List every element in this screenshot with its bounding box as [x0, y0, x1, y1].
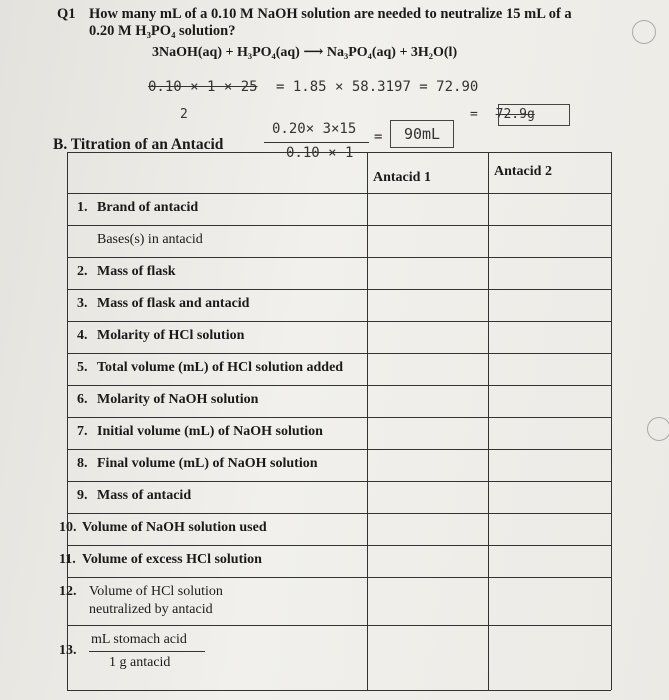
question-number: Q1	[57, 6, 76, 22]
row-number: 10.	[59, 520, 77, 535]
row-number: 7.	[77, 424, 88, 439]
row-number: 12.	[59, 584, 77, 599]
cell-antacid-2[interactable]	[489, 514, 610, 544]
row-label-line2: neutralized by antacid	[89, 602, 213, 617]
row-label: Mass of flask and antacid	[97, 296, 250, 311]
row-number: 13.	[59, 643, 77, 658]
boxed-strike-text: 72.9g	[495, 107, 535, 122]
row-label: mL stomach acid	[91, 632, 187, 647]
row-label: Mass of flask	[97, 264, 176, 279]
row-label: Volume of HCl solution	[89, 584, 223, 599]
cell-antacid-1[interactable]	[368, 354, 487, 384]
cell-antacid-1[interactable]	[368, 386, 487, 416]
cell-antacid-2[interactable]	[489, 258, 610, 288]
row-label: Initial volume (mL) of NaOH solution	[97, 424, 323, 439]
row-label: Volume of excess HCl solution	[82, 552, 262, 567]
header-antacid-2: Antacid 2	[494, 164, 552, 179]
cell-antacid-1[interactable]	[368, 546, 487, 576]
table-border-right	[611, 152, 612, 690]
row-label: Volume of NaOH solution used	[82, 520, 267, 535]
scan-mark-icon	[647, 417, 669, 441]
cell-antacid-2[interactable]	[489, 546, 610, 576]
cell-antacid-2[interactable]	[489, 418, 610, 448]
scan-mark-icon	[632, 20, 656, 44]
handwritten-box	[495, 104, 570, 126]
cell-antacid-2[interactable]	[489, 626, 610, 689]
cell-antacid-2[interactable]	[489, 194, 610, 224]
row-label: Bases(s) in antacid	[97, 232, 203, 247]
question-text-line2: 0.20 M H₃PO₄ solution?	[89, 23, 236, 39]
row-label: Molarity of NaOH solution	[97, 392, 259, 407]
fraction-numerator: 0.20× 3×15	[272, 121, 357, 137]
fraction-denominator: 0.10 × 1	[286, 145, 354, 161]
row-number: 1.	[77, 200, 88, 215]
cell-antacid-1[interactable]	[368, 258, 487, 288]
row-label-line2: 1 g antacid	[109, 655, 171, 670]
row-number: 8.	[77, 456, 88, 471]
table-border-left	[67, 152, 68, 690]
cell-antacid-2[interactable]	[489, 450, 610, 480]
row-number: 9.	[77, 488, 88, 503]
struck-work: 0.10 × 1 × 25	[148, 79, 258, 95]
equals-sign: =	[374, 129, 383, 145]
cell-antacid-1[interactable]	[368, 578, 487, 624]
row-number: 3.	[77, 296, 88, 311]
row-label: Molarity of HCl solution	[97, 328, 245, 343]
cell-antacid-2[interactable]	[489, 578, 610, 624]
cell-antacid-2[interactable]	[489, 354, 610, 384]
row-label: Brand of antacid	[97, 200, 199, 215]
handwritten-denominator: 2	[180, 107, 188, 122]
boxed-answer: 90mL	[390, 120, 454, 148]
cell-antacid-1[interactable]	[368, 322, 487, 352]
table-row-rule	[67, 152, 611, 153]
cell-antacid-1[interactable]	[368, 418, 487, 448]
row-number: 11.	[59, 552, 76, 567]
cell-antacid-1[interactable]	[368, 194, 487, 224]
question-text-line1: How many mL of a 0.10 M NaOH solution are needed to neutralize 15 mL of a	[89, 6, 572, 22]
row-number: 6.	[77, 392, 88, 407]
fraction-bar	[264, 142, 369, 143]
cell-antacid-1[interactable]	[368, 290, 487, 320]
row-number: 5.	[77, 360, 88, 375]
row-label: Total volume (mL) of HCl solution added	[97, 360, 344, 375]
fraction-bar	[89, 651, 205, 652]
cell-antacid-2[interactable]	[489, 386, 610, 416]
handwritten-calc: = 1.85 × 58.3197 = 72.90	[276, 79, 479, 95]
cell-antacid-1[interactable]	[368, 450, 487, 480]
cell-antacid-2[interactable]	[489, 226, 610, 256]
handwritten-work-line	[148, 79, 478, 95]
reaction-equation: 3NaOH(aq) + H₃PO₄(aq) ⟶ Na₃PO₄(aq) + 3H₂O(l)	[152, 45, 458, 60]
cell-antacid-1[interactable]	[368, 514, 487, 544]
cell-antacid-1[interactable]	[368, 226, 487, 256]
header-antacid-1: Antacid 1	[373, 170, 431, 185]
cell-antacid-1[interactable]	[368, 482, 487, 512]
row-label: Final volume (mL) of NaOH solution	[97, 456, 318, 471]
boxed-strike-value: = 72.9g	[470, 107, 535, 122]
section-title: B. Titration of an Antacid	[53, 136, 224, 153]
cell-antacid-2[interactable]	[489, 322, 610, 352]
cell-antacid-2[interactable]	[489, 482, 610, 512]
table-row-rule	[67, 690, 611, 691]
cell-antacid-2[interactable]	[489, 290, 610, 320]
cell-antacid-1[interactable]	[368, 626, 487, 689]
row-number: 4.	[77, 328, 88, 343]
row-number: 2.	[77, 264, 88, 279]
row-label: Mass of antacid	[97, 488, 192, 503]
